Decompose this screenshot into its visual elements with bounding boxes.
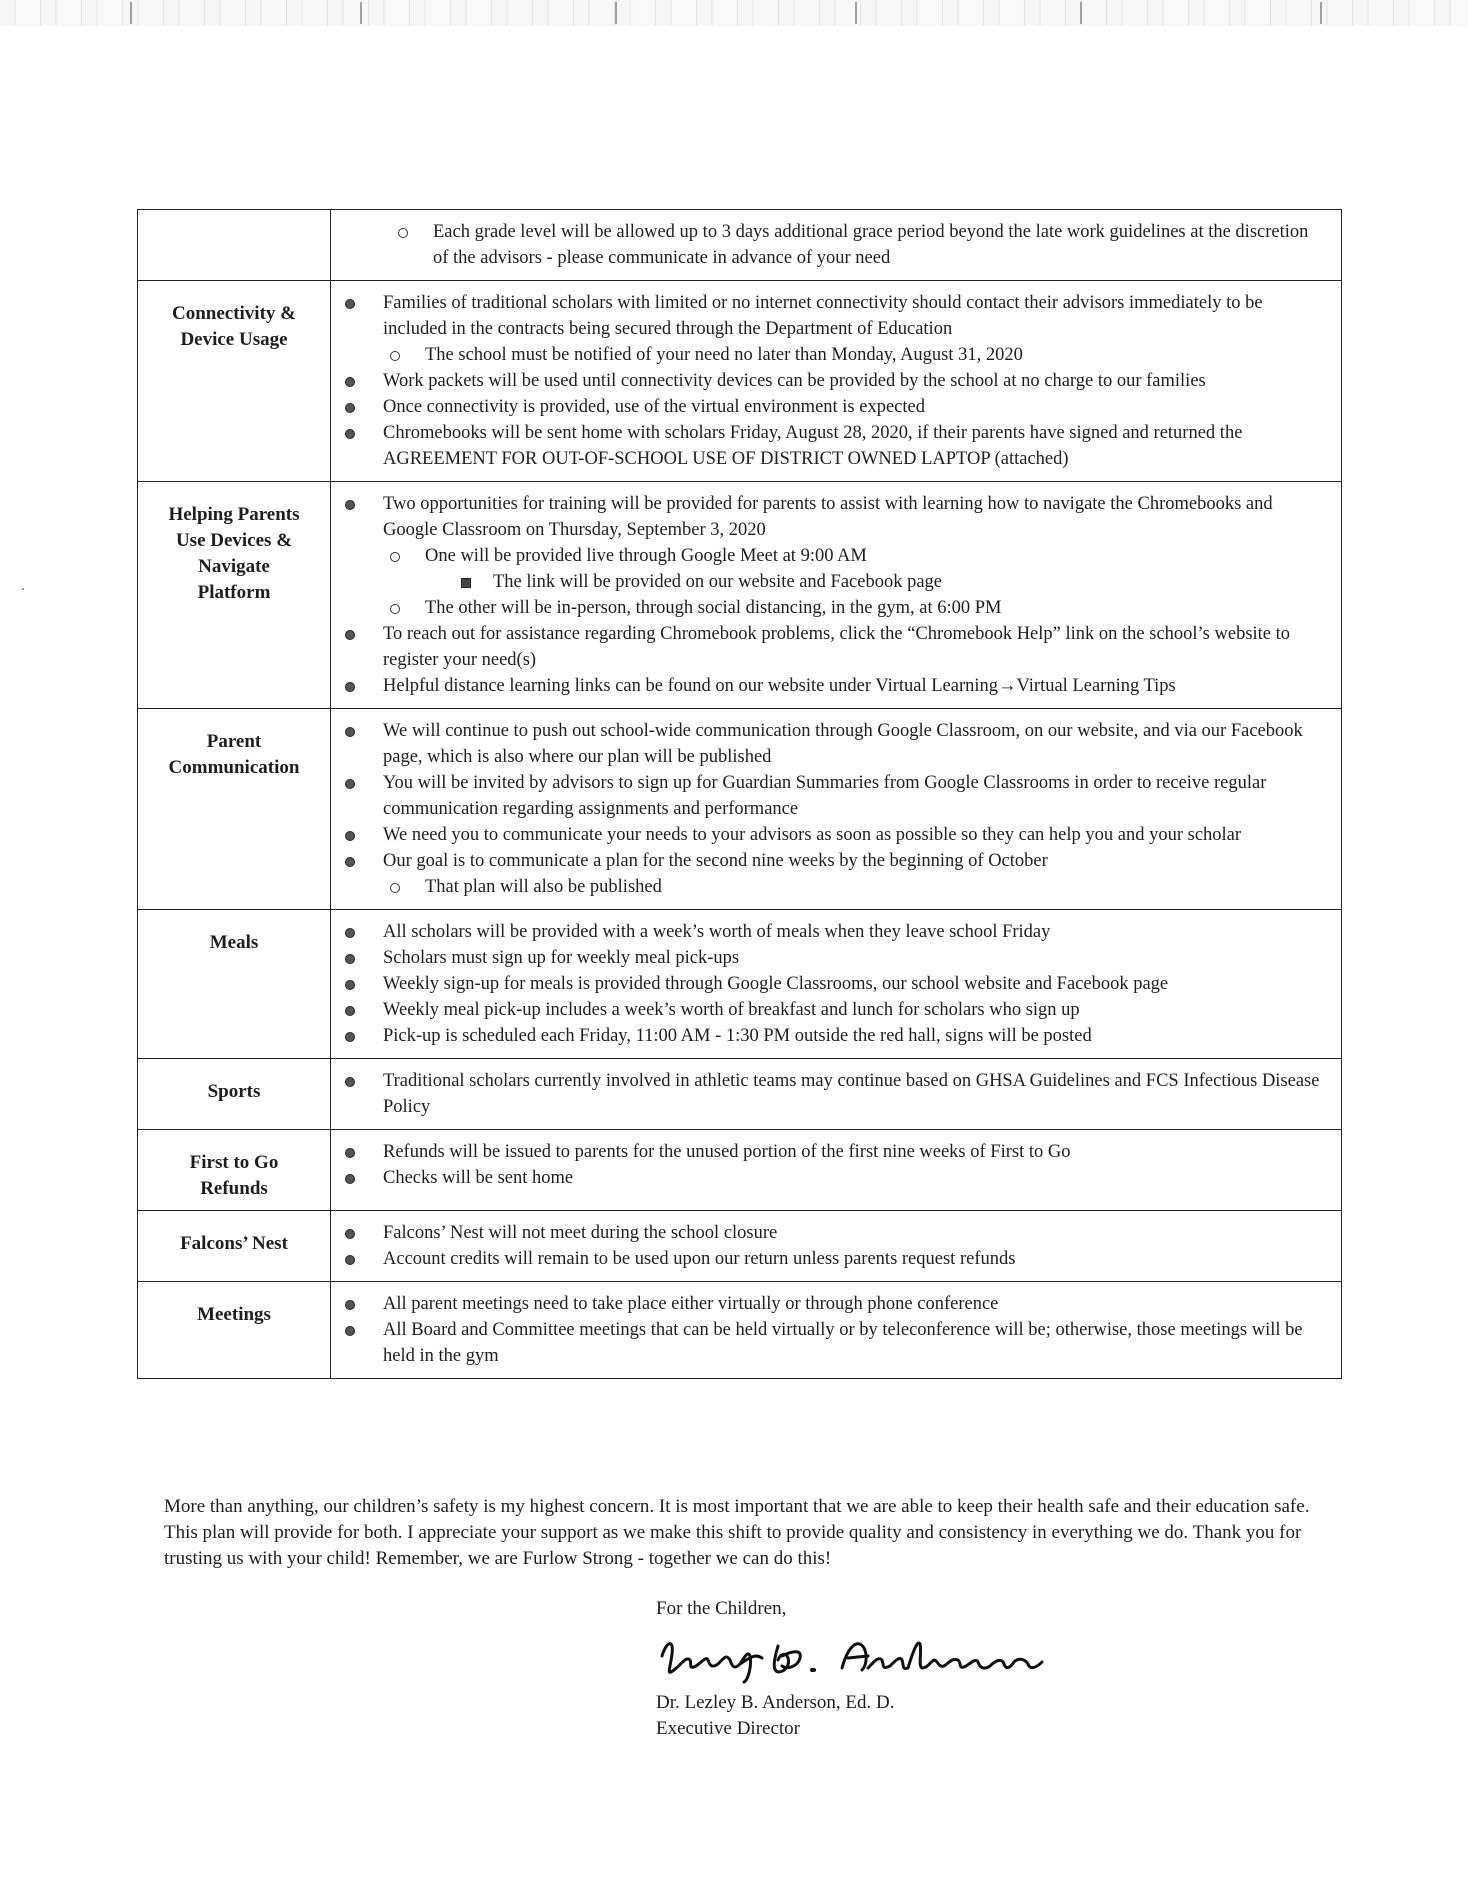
section-content (331, 1059, 1342, 1130)
section-label (138, 210, 331, 281)
bullet-item: Traditional scholars currently involved in athletic teams may continue based on GHSA Guidelines and FCS Infectious Disease Policy (343, 1068, 1327, 1120)
scan-mark (615, 2, 617, 24)
section-label-line: Helping Parents (168, 504, 300, 525)
bullet-list (343, 1291, 1327, 1369)
scan-mark (1320, 2, 1322, 24)
bullet-item: Scholars must sign up for weekly meal pick-ups (343, 945, 1327, 971)
plan-row (138, 482, 1342, 709)
section-label-line: Platform (197, 582, 271, 603)
section-label (138, 1059, 331, 1130)
bullet-list (343, 919, 1327, 1049)
bullet-item: Helpful distance learning links can be found on our website under Virtual Learning→Virtual Learning Tips (343, 673, 1327, 699)
scan-speck (22, 588, 24, 590)
scan-mark (855, 2, 857, 24)
section-label (138, 482, 331, 709)
bullet-item: The link will be provided on our website and Facebook page (433, 569, 1327, 595)
section-label-line: Sports (207, 1081, 261, 1102)
bullet-item: All parent meetings need to take place either virtually or through phone conference (343, 1291, 1327, 1317)
signer-name: Dr. Lezley B. Anderson, Ed. D. (656, 1692, 895, 1713)
bullet-list (343, 491, 1327, 699)
section-label-line: Device Usage (180, 329, 288, 350)
bullet-list (343, 718, 1327, 900)
plan-row (138, 281, 1342, 482)
reopening-plan-table (137, 209, 1342, 1379)
section-label (138, 910, 331, 1059)
sub-bullet-list (343, 543, 1327, 621)
section-label (138, 709, 331, 910)
section-label-line: Navigate (198, 556, 270, 577)
closing-paragraph: More than anything, our children’s safety is my highest concern. It is most important that we are able to keep their health safe and their education safe. This plan will provide for both. I appreciate your support as we make this shift to provide quality and consistency in everything we do. Thank you for trusting us with your child! Remember, we are Furlow Strong - together we can do this! (164, 1496, 1310, 1569)
bullet-item: One will be provided live through Google Meet at 9:00 AM (365, 543, 1327, 569)
bullet-item: You will be invited by advisors to sign up for Guardian Summaries from Google Classrooms in order to receive regular communication regarding assignments and performance (343, 770, 1327, 822)
scan-mark (1080, 2, 1082, 24)
section-content (331, 1211, 1342, 1282)
section-label-line: Meals (209, 932, 259, 953)
bullet-item: Weekly meal pick-up includes a week’s worth of breakfast and lunch for scholars who sign up (343, 997, 1327, 1023)
section-label (138, 1211, 331, 1282)
bullet-item: Checks will be sent home (343, 1165, 1327, 1191)
signoff-block (656, 1596, 1062, 1742)
sub-bullet-list (343, 219, 1327, 271)
bullet-item: Pick-up is scheduled each Friday, 11:00 AM - 1:30 PM outside the red hall, signs will be posted (343, 1023, 1327, 1049)
bullet-item: That plan will also be published (365, 874, 1327, 900)
section-content (331, 1130, 1342, 1211)
bullet-item: To reach out for assistance regarding Chromebook problems, click the “Chromebook Help” link on the school’s website to register your need(s) (343, 621, 1327, 673)
salutation: For the Children, (656, 1598, 787, 1619)
signer-title: Executive Director (656, 1718, 801, 1739)
bullet-item: Families of traditional scholars with limited or no internet connectivity should contact their advisors immediately to be included in the contracts being secured through the Department of Education (343, 290, 1327, 342)
bullet-item: Our goal is to communicate a plan for the second nine weeks by the beginning of October (343, 848, 1327, 874)
section-label-line: First to Go (189, 1152, 279, 1173)
bullet-item: All Board and Committee meetings that can be held virtually or by teleconference will be; otherwise, those meetings will be held in the gym (343, 1317, 1327, 1369)
bullet-item: Account credits will remain to be used upon our return unless parents request refunds (343, 1246, 1327, 1272)
bullet-item: Each grade level will be allowed up to 3 days additional grace period beyond the late work guidelines at the discretion of the advisors - please communicate in advance of your need (373, 219, 1327, 271)
plan-table-body (138, 210, 1342, 1379)
plan-row (138, 1282, 1342, 1379)
bullet-list (343, 1139, 1327, 1191)
section-content (331, 910, 1342, 1059)
sub-bullet-list (343, 342, 1327, 368)
bullet-list (343, 290, 1327, 472)
plan-row (138, 210, 1342, 281)
section-label-line: Communication (168, 757, 300, 778)
section-label-line: Connectivity & (171, 303, 296, 324)
bullet-item: Falcons’ Nest will not meet during the school closure (343, 1220, 1327, 1246)
section-label (138, 1282, 331, 1379)
plan-row (138, 1059, 1342, 1130)
bullet-item: We need you to communicate your needs to your advisors as soon as possible so they can help you and your scholar (343, 822, 1327, 848)
scan-mark (360, 2, 362, 24)
bullet-list (343, 1220, 1327, 1272)
section-label-line: Falcons’ Nest (180, 1233, 288, 1254)
section-label-line: Parent (206, 731, 262, 752)
sub-bullet-list (343, 874, 1327, 900)
bullet-item: All scholars will be provided with a week’s worth of meals when they leave school Friday (343, 919, 1327, 945)
scan-artifact-strip (0, 0, 1468, 26)
bullet-item: Weekly sign-up for meals is provided through Google Classrooms, our school website and Facebook page (343, 971, 1327, 997)
bullet-item: The other will be in-person, through social distancing, in the gym, at 6:00 PM (365, 595, 1327, 621)
plan-row (138, 1130, 1342, 1211)
bullet-item: Work packets will be used until connectivity devices can be provided by the school at no charge to our families (343, 368, 1327, 394)
bullet-list (343, 1068, 1327, 1120)
bullet-item: We will continue to push out school-wide communication through Google Classroom, on our website, and via our Facebook page, which is also where our plan will be published (343, 718, 1327, 770)
section-label-line: Meetings (197, 1304, 271, 1325)
section-label-line: Use Devices & (175, 530, 293, 551)
section-content (331, 210, 1342, 281)
bullet-item: Once connectivity is provided, use of the virtual environment is expected (343, 394, 1327, 420)
bullet-item: Chromebooks will be sent home with scholars Friday, August 28, 2020, if their parents have signed and returned the AGREEMENT FOR OUT-OF-SCHOOL USE OF DISTRICT OWNED LAPTOP (attached) (343, 420, 1327, 472)
section-label-line: Refunds (200, 1178, 268, 1199)
section-content (331, 281, 1342, 482)
plan-row (138, 709, 1342, 910)
section-label (138, 1130, 331, 1211)
section-content (331, 1282, 1342, 1379)
bullet-item: Refunds will be issued to parents for the unused portion of the first nine weeks of First to Go (343, 1139, 1327, 1165)
bullet-item: Two opportunities for training will be provided for parents to assist with learning how to navigate the Chromebooks and Google Classroom on Thursday, September 3, 2020 (343, 491, 1327, 543)
section-content (331, 482, 1342, 709)
scan-mark (130, 2, 132, 24)
plan-row (138, 1211, 1342, 1282)
bullet-item: The school must be notified of your need no later than Monday, August 31, 2020 (365, 342, 1327, 368)
section-content (331, 709, 1342, 910)
sub-sub-bullet-list (343, 569, 1327, 595)
plan-row (138, 910, 1342, 1059)
section-label (138, 281, 331, 482)
handwritten-signature (652, 1626, 1062, 1684)
